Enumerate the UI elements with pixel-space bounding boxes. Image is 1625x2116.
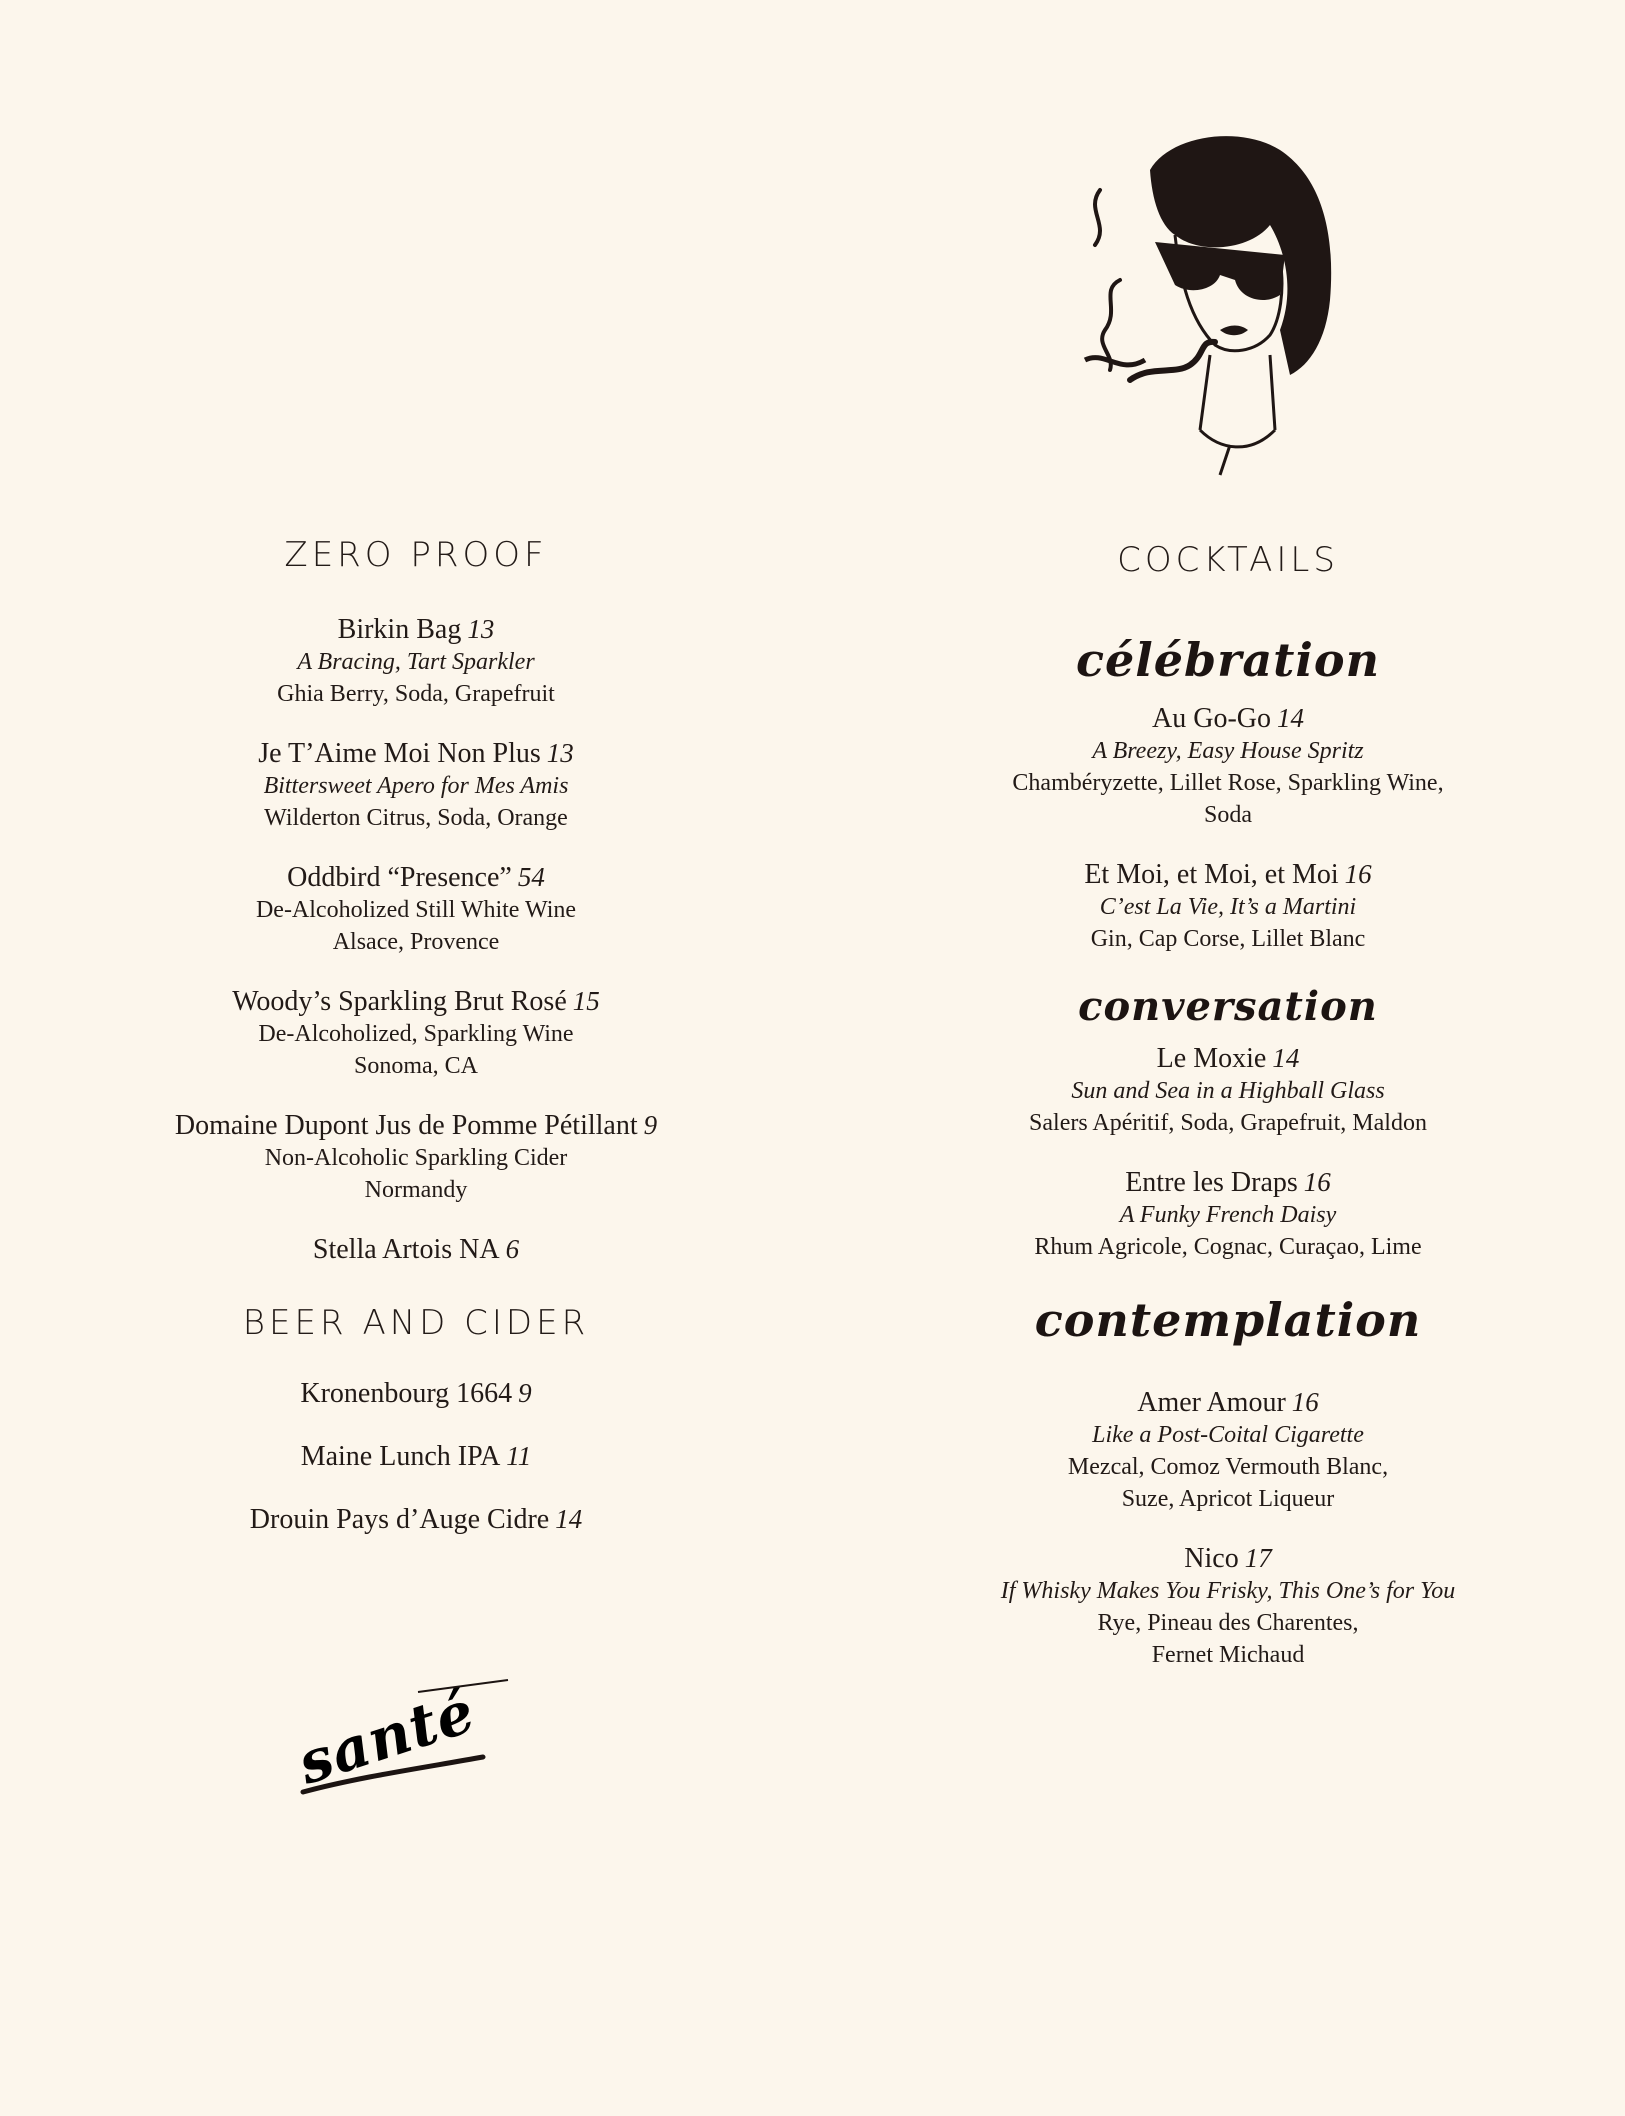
sante-text: santé [289, 1676, 484, 1798]
right-column [968, 540, 1488, 1698]
item-tagline: A Bracing, Tart Sparkler [297, 649, 535, 675]
item-price: 17 [1244, 1543, 1272, 1573]
item-ingredients: Rhum Agricole, Cognac, Curaçao, Lime [1034, 1234, 1422, 1260]
menu-item [116, 613, 716, 710]
item-name: Maine Lunch IPA [300, 1441, 501, 1472]
menu-item [968, 702, 1488, 831]
group-heading-celebration: célébration [1075, 633, 1381, 687]
item-name: Amer Amour [1137, 1387, 1286, 1418]
left-column [116, 535, 716, 1563]
item-price: 9 [518, 1378, 532, 1408]
menu-item [968, 1542, 1488, 1671]
menu-item [116, 1233, 716, 1266]
item-price: 13 [546, 738, 574, 768]
item-name: Birkin Bag [337, 614, 462, 645]
item-ingredients: Mezcal, Comoz Vermouth Blanc, [1067, 1454, 1389, 1480]
item-ingredients: Gin, Cap Corse, Lillet Blanc [1090, 926, 1366, 952]
group-heading-conversation: conversation [1078, 983, 1378, 1030]
item-tagline: Sun and Sea in a Highball Glass [1071, 1078, 1385, 1104]
item-name: Je T’Aime Moi Non Plus [258, 738, 541, 769]
item-price: 15 [572, 986, 600, 1016]
item-ingredients: Suze, Apricot Liqueur [1121, 1486, 1335, 1512]
cocktails-title: COCKTAILS [1117, 540, 1339, 580]
item-tagline: Bittersweet Apero for Mes Amis [263, 773, 569, 799]
item-ingredients: Fernet Michaud [1151, 1642, 1305, 1668]
item-name: Domaine Dupont Jus de Pomme Pétillant [174, 1110, 638, 1141]
item-price: 6 [505, 1234, 520, 1264]
item-price: 16 [1303, 1167, 1331, 1197]
item-price: 16 [1344, 859, 1372, 889]
item-tagline: If Whisky Makes You Frisky, This One’s for You [1000, 1578, 1456, 1604]
item-price: 14 [555, 1504, 583, 1534]
item-name: Oddbird “Presence” [287, 862, 512, 893]
menu-item [116, 1440, 716, 1473]
item-name: Woody’s Sparkling Brut Rosé [232, 986, 567, 1017]
smoking-woman-illustration [1080, 130, 1350, 480]
group-heading-contemplation: contemplation [1034, 1293, 1422, 1347]
menu-item [968, 858, 1488, 955]
menu-item [116, 1109, 716, 1206]
item-origin: Alsace, Provence [332, 929, 500, 955]
item-ingredients: Wilderton Citrus, Soda, Orange [264, 805, 568, 831]
item-price: 54 [517, 862, 545, 892]
menu-item [116, 861, 716, 958]
item-price: 9 [643, 1110, 658, 1140]
menu-item [968, 1166, 1488, 1263]
item-origin: Normandy [364, 1177, 468, 1203]
item-name: Drouin Pays d’Auge Cidre [249, 1504, 550, 1535]
item-name: Entre les Draps [1125, 1167, 1298, 1198]
item-name: Et Moi, et Moi, et Moi [1084, 859, 1339, 890]
item-name: Nico [1184, 1543, 1239, 1574]
item-name: Stella Artois NA [312, 1234, 500, 1265]
item-price: 14 [1272, 1043, 1300, 1073]
item-ingredients: Ghia Berry, Soda, Grapefruit [277, 681, 555, 707]
menu-item [116, 1377, 716, 1410]
item-ingredients: Chambéryzette, Lillet Rose, Sparkling Wine, [1012, 770, 1444, 796]
item-price: 11 [506, 1441, 532, 1471]
menu-item [968, 1042, 1488, 1139]
item-price: 14 [1277, 703, 1304, 733]
item-tagline: C’est La Vie, It’s a Martini [1099, 894, 1357, 920]
item-name: Au Go-Go [1152, 703, 1271, 734]
item-tagline: A Breezy, Easy House Spritz [1092, 738, 1364, 764]
item-ingredients: Salers Apéritif, Soda, Grapefruit, Maldon [1029, 1110, 1427, 1136]
item-tagline: Like a Post-Coital Cigarette [1092, 1422, 1364, 1448]
item-ingredients: Rye, Pineau des Charentes, [1097, 1610, 1359, 1636]
item-ingredients: De-Alcoholized, Sparkling Wine [258, 1021, 574, 1047]
menu-item [116, 985, 716, 1082]
menu-item [116, 1503, 716, 1536]
menu-item [116, 737, 716, 834]
item-price: 13 [467, 614, 495, 644]
zero-proof-title: ZERO PROOF [284, 535, 548, 575]
item-tagline: A Funky French Daisy [1119, 1202, 1337, 1228]
menu-item [968, 1386, 1488, 1515]
item-name: Le Moxie [1156, 1043, 1267, 1074]
item-name: Kronenbourg 1664 [300, 1378, 513, 1409]
item-price: 16 [1291, 1387, 1319, 1417]
item-ingredients: De-Alcoholized Still White Wine [255, 897, 577, 923]
sante-script [288, 1672, 518, 1802]
item-ingredients: Soda [1204, 802, 1252, 828]
item-ingredients: Non-Alcoholic Sparkling Cider [264, 1145, 568, 1171]
item-origin: Sonoma, CA [353, 1053, 478, 1079]
beer-and-cider-title: BEER AND CIDER [242, 1303, 590, 1343]
